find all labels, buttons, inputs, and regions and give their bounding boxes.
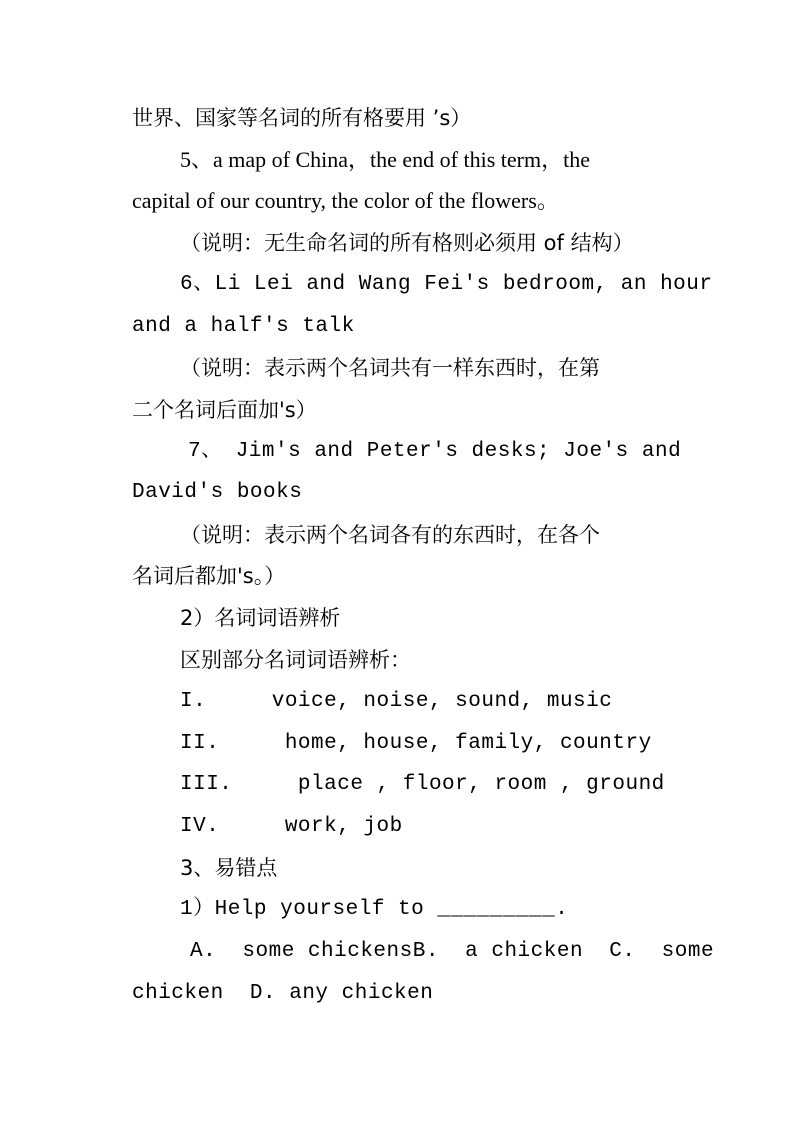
text-line-2: 5、a map of China，the end of this term，the xyxy=(180,147,590,172)
text-line-20: 1）Help yourself to _________. xyxy=(180,898,569,921)
text-line-7: （说明：表示两个名词共有一样东西时，在第 xyxy=(180,356,600,380)
text-line-22: chicken D. any chicken xyxy=(132,982,434,1005)
text-line-8: 二个名词后面加's） xyxy=(132,398,317,422)
text-line-9: 7、 Jim's and Peter's desks; Joe's and xyxy=(188,440,682,463)
text-line-21: A. some chickensB. a chicken C. some xyxy=(190,940,715,963)
text-line-3: capital of our country, the color of the flowers。 xyxy=(132,188,559,213)
text-line-17: III. place , floor, room , ground xyxy=(180,773,665,796)
text-line-18: IV. work, job xyxy=(180,815,403,838)
text-line-1: 世界、国家等名词的所有格要用 ’s） xyxy=(132,106,472,130)
text-line-15: I. voice, noise, sound, music xyxy=(180,690,613,713)
text-line-13: 2）名词词语辨析 xyxy=(180,606,341,630)
text-line-12: 名词后都加's。） xyxy=(132,564,286,588)
text-line-6: and a half's talk xyxy=(132,315,355,338)
text-line-16: II. home, house, family, country xyxy=(180,732,652,755)
text-line-11: （说明：表示两个名词各有的东西时，在各个 xyxy=(180,523,600,547)
text-line-14: 区别部分名词词语辨析： xyxy=(180,648,411,672)
text-line-19: 3、易错点 xyxy=(180,856,278,880)
text-line-4: （说明：无生命名词的所有格则必须用 of 结构） xyxy=(180,231,634,255)
text-line-10: David's books xyxy=(132,481,303,504)
text-line-5: 6、Li Lei and Wang Fei's bedroom, an hour xyxy=(180,273,713,296)
